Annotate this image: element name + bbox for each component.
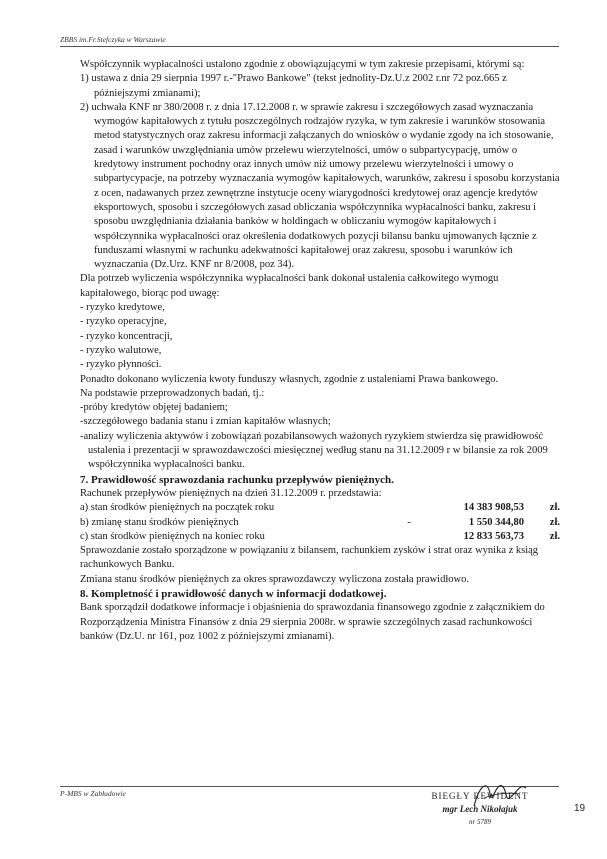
risk-item: - ryzyko walutowe,: [80, 344, 162, 356]
cash-flow-label: c) stan środków pieniężnych na koniec roku: [80, 530, 265, 542]
risk-item: - ryzyko koncentracji,: [80, 330, 173, 342]
audit-basis: Na podstawie przeprowadzonych badań, tj.:: [80, 387, 265, 399]
cash-flow-value: 1 550 344,80: [468, 516, 524, 528]
cash-flow-label: a) stan środków pieniężnych na początek roku: [80, 502, 275, 514]
header-divider: [60, 46, 559, 47]
risk-item: - ryzyko płynności.: [80, 359, 162, 371]
additional-info-body: Bank sporządził dodatkowe informacje i objaśnienia do sprawozdania finansowego zgodnie z załącznikiem do Rozporządzenia Ministra Finansów z dnia 29 sierpnia 2008r. w sprawie szczególnych zasad rachunkowości banków (Dz.U. nr 161, poz 1002 z późniejszymi zmianami).: [80, 602, 545, 642]
section-8-title: 8. Kompletność i prawidłowość danych w informacji dodatkowej.: [80, 587, 387, 600]
cash-flow-note: Sprawozdanie zostało sporządzone w powiązaniu z bilansem, rachunkiem zysków i strat oraz wynika z ksiąg rachunkowych Banku.: [80, 545, 539, 571]
cash-flow-value: 12 833 563,73: [463, 530, 524, 542]
cash-flow-currency: zł.: [549, 516, 560, 528]
audit-check-item: -analizy wyliczenia aktywów i zobowiązań pozabilansowych ważonych ryzykiem stwierdza się prawidłowość ustalenia i prezentacji w sprawozdawczości miesięcznej według stanu na 31.12.2009 r w bilansie za rok 2009 współczynnika wypłacalności banku.: [80, 430, 548, 471]
own-funds-note: Ponadto dokonano wyliczenia kwoty funduszy własnych, zgodnie z ustaleniami Prawa bankowego.: [80, 373, 499, 385]
cash-flow-sign: [394, 501, 424, 515]
page-header: ZBBS im.Fr.Stefczyka w Warszawie: [60, 35, 166, 44]
cash-flow-row: [80, 516, 560, 530]
cash-flow-currency: zł.: [549, 502, 560, 514]
capital-requirement-intro: Dla potrzeb wyliczenia współczynnika wypłacalności bank dokonał ustalenia całkowitego wymogu kapitałowego, biorąc pod uwagę:: [80, 273, 499, 299]
intro-lead: Współczynnik wypłacalności ustalono zgodnie z obowiązującymi w tym zakresie przepisami, którymi są:: [80, 59, 525, 70]
legal-basis-item-1: 1) ustawa z dnia 29 sierpnia 1997 r.-"Prawo Bankowe" (tekst jednolity-Dz.U.z 2002 r.nr 72 poz.665 z późniejszymi zmianami);: [80, 73, 507, 99]
cash-flow-conclusion: Zmiana stanu środków pieniężnych za okres sprawozdawczy wyliczona została prawidłowo.: [80, 573, 469, 585]
section-7-title: 7. Prawidłowość sprawozdania rachunku przepływów pieniężnych.: [80, 473, 394, 486]
cash-flow-currency: zł.: [549, 530, 560, 542]
legal-basis-item-2: 2) uchwała KNF nr 380/2008 r. z dnia 17.12.2008 r. w sprawie zakresu i szczegółowych zasad wyznaczania wymogów kapitałowych z tytułu poszczególnych rodzajów ryzyka, w tym zakresie i warunków stosowania metod statystycznych oraz zakresu informacji załączanych do wniosków o wydanie zgody na ich stosowanie, zasad i warunków uwzględniania umów przelewu wierzytelności, umów o subpartycypację, umów o kredytowy instrument pochodny oraz innych umów niż umowy przelewu wierzytelności i umowy o subpartycypacje, na potrzeby wyznaczania wymogów kapitałowych, warunków, zakresu i sposobu korzystania z ocen, nadawanych przez zewnętrzne instytucje oceny wiarygodności kredytowej oraz agencje kredytów eksportowych, sposobu i szczegółowych zasad obliczania współczynnika wypłacalności banku, zakresu i sposobu uwzględniania działania banków w holdingach w obliczaniu wymogów kapitałowych i współczynnika wypłacalności oraz określenia dodatkowych pozycji bilansu banku ujmowanych łącznie z funduszami własnymi w rachunku adekwatności kapitałowej oraz zakresu, sposobu i warunków ich wyznaczania (Dz.Urz. KNF nr 8/2008, poz 34).: [80, 101, 560, 271]
cash-flow-row: [80, 501, 560, 515]
cash-flow-intro: Rachunek przepływów pieniężnych na dzień 31.12.2009 r. przedstawia:: [80, 487, 382, 499]
cash-flow-sign: -: [407, 516, 411, 528]
stamp-name: mgr Lech Nikołajuk: [442, 804, 518, 814]
stamp-title: BIEGŁY REWIDENT: [431, 791, 529, 801]
audit-check-item: -próby kredytów objętej badaniem;: [80, 402, 228, 414]
page-number: 19: [574, 803, 586, 814]
risk-item: - ryzyko operacyjne,: [80, 316, 167, 328]
stamp-number: nr 5789: [469, 818, 491, 826]
auditor-stamp: [405, 790, 555, 829]
cash-flow-value: 14 383 908,53: [463, 502, 524, 514]
document-body: [80, 58, 560, 644]
cash-flow-sign: [394, 530, 424, 544]
cash-flow-label: b) zmianę stanu środków pieniężnych: [80, 516, 239, 528]
risk-item: - ryzyko kredytowe,: [80, 302, 165, 314]
audit-check-item: -szczegółowego badania stanu i zmian kapitałów własnych;: [80, 416, 331, 428]
page-footer: P-MBS w Zabłudowie: [60, 789, 126, 798]
cash-flow-row: [80, 530, 560, 544]
